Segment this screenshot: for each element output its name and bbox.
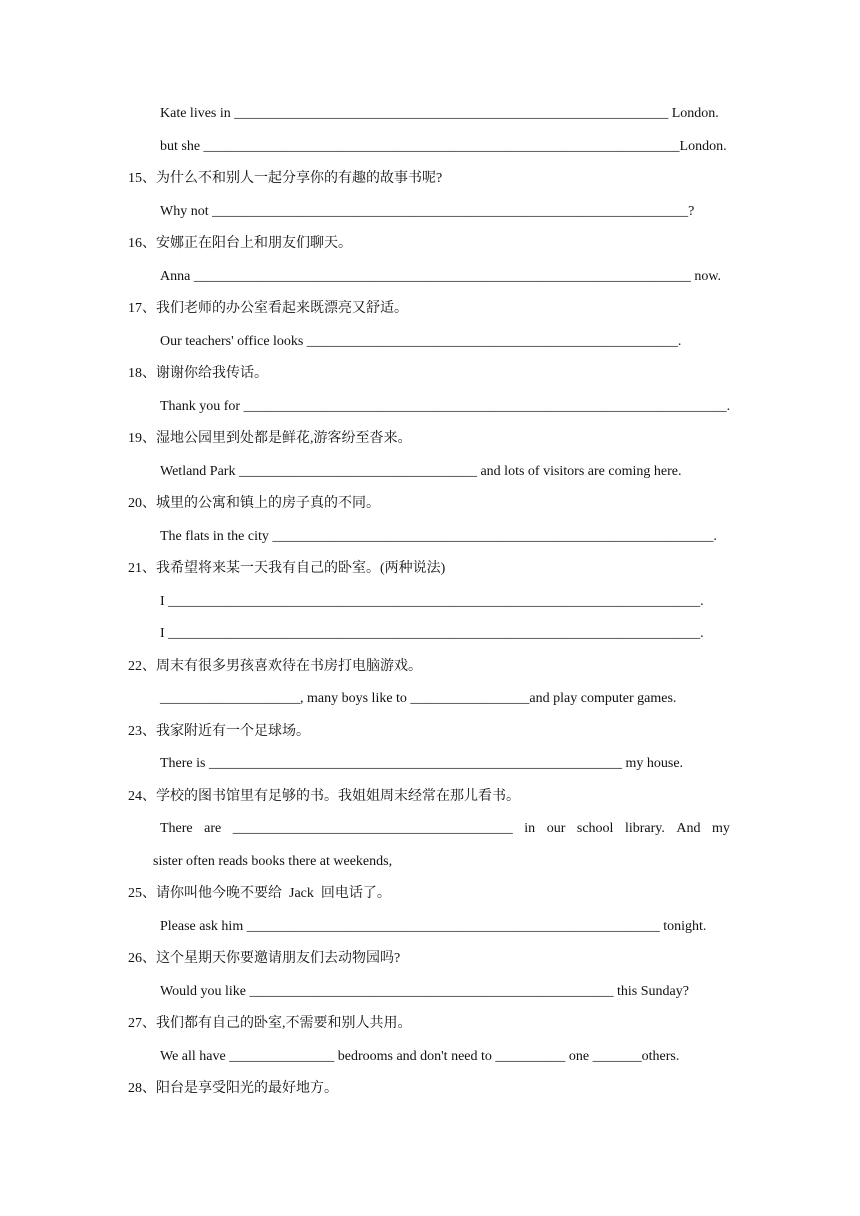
answer-word: library. — [624, 821, 665, 836]
answer-word: in — [524, 821, 536, 836]
answer-line: We all have _______________ bedrooms and don't need to __________ one _______others. — [160, 1048, 680, 1064]
answer-line: Kate lives in ______________________________________________________________ London. — [160, 106, 719, 121]
question-prompt: 18、谢谢你给我传话。 — [128, 366, 268, 381]
question-prompt: 28、阳台是享受阳光的最好地方。 — [128, 1081, 338, 1096]
answer-word: ________________________________________ — [232, 821, 513, 836]
answer-word: school — [576, 821, 614, 836]
question-prompt: 24、学校的图书馆里有足够的书。我姐姐周末经常在那儿看书。 — [128, 788, 520, 804]
answer-line: Please ask him ___________________________________________________________ tonight. — [160, 918, 707, 934]
question-prompt: 19、湿地公园里到处都是鲜花,游客纷至沓来。 — [128, 431, 412, 446]
answer-line: but she ____________________________________________________________________London. — [160, 138, 727, 154]
answer-line: Wetland Park __________________________________ and lots of visitors are coming here. — [160, 463, 682, 479]
question-prompt: 23、我家附近有一个足球场。 — [128, 723, 310, 739]
answer-line: I ____________________________________________________________________________. — [160, 626, 704, 641]
answer-word: my — [712, 821, 730, 836]
answer-line — [160, 820, 730, 838]
answer-word: There — [160, 821, 193, 836]
answer-line: Would you like ____________________________________________________ this Sunday? — [160, 983, 689, 999]
question-prompt: 21、我希望将来某一天我有自己的卧室。(两种说法) — [128, 561, 446, 576]
answer-line: Thank you for _____________________________________________________________________. — [160, 398, 731, 414]
answer-line: ____________________, many boys like to _________________and play computer games. — [160, 691, 677, 706]
question-prompt: 27、我们都有自己的卧室,不需要和别人共用。 — [128, 1016, 412, 1031]
question-prompt: 16、安娜正在阳台上和朋友们聊天。 — [128, 236, 352, 251]
answer-line: I ____________________________________________________________________________. — [160, 593, 704, 609]
answer-line: Why not ____________________________________________________________________? — [160, 203, 695, 219]
answer-line: Our teachers' office looks _____________________________________________________. — [160, 333, 682, 349]
answer-word: our — [546, 821, 566, 836]
answer-line: The flats in the city _______________________________________________________________. — [160, 528, 717, 544]
answer-word: And — [676, 821, 701, 836]
question-prompt: 22、周末有很多男孩喜欢待在书房打电脑游戏。 — [128, 658, 422, 674]
answer-word: are — [204, 821, 222, 836]
question-prompt: 17、我们老师的办公室看起来既漂亮又舒适。 — [128, 301, 408, 316]
question-prompt: 15、为什么不和别人一起分享你的有趣的故事书呢? — [128, 171, 443, 186]
answer-line: There is ___________________________________________________________ my house. — [160, 756, 684, 771]
question-prompt: 20、城里的公寓和镇上的房子真的不同。 — [128, 496, 380, 511]
answer-continuation: sister often reads books there at weekends, — [153, 853, 393, 869]
answer-line: Anna _______________________________________________________________________ now. — [160, 268, 722, 284]
question-prompt: 25、请你叫他今晚不要给 Jack 回电话了。 — [128, 886, 391, 901]
question-prompt: 26、这个星期天你要邀请朋友们去动物园吗? — [128, 951, 401, 966]
